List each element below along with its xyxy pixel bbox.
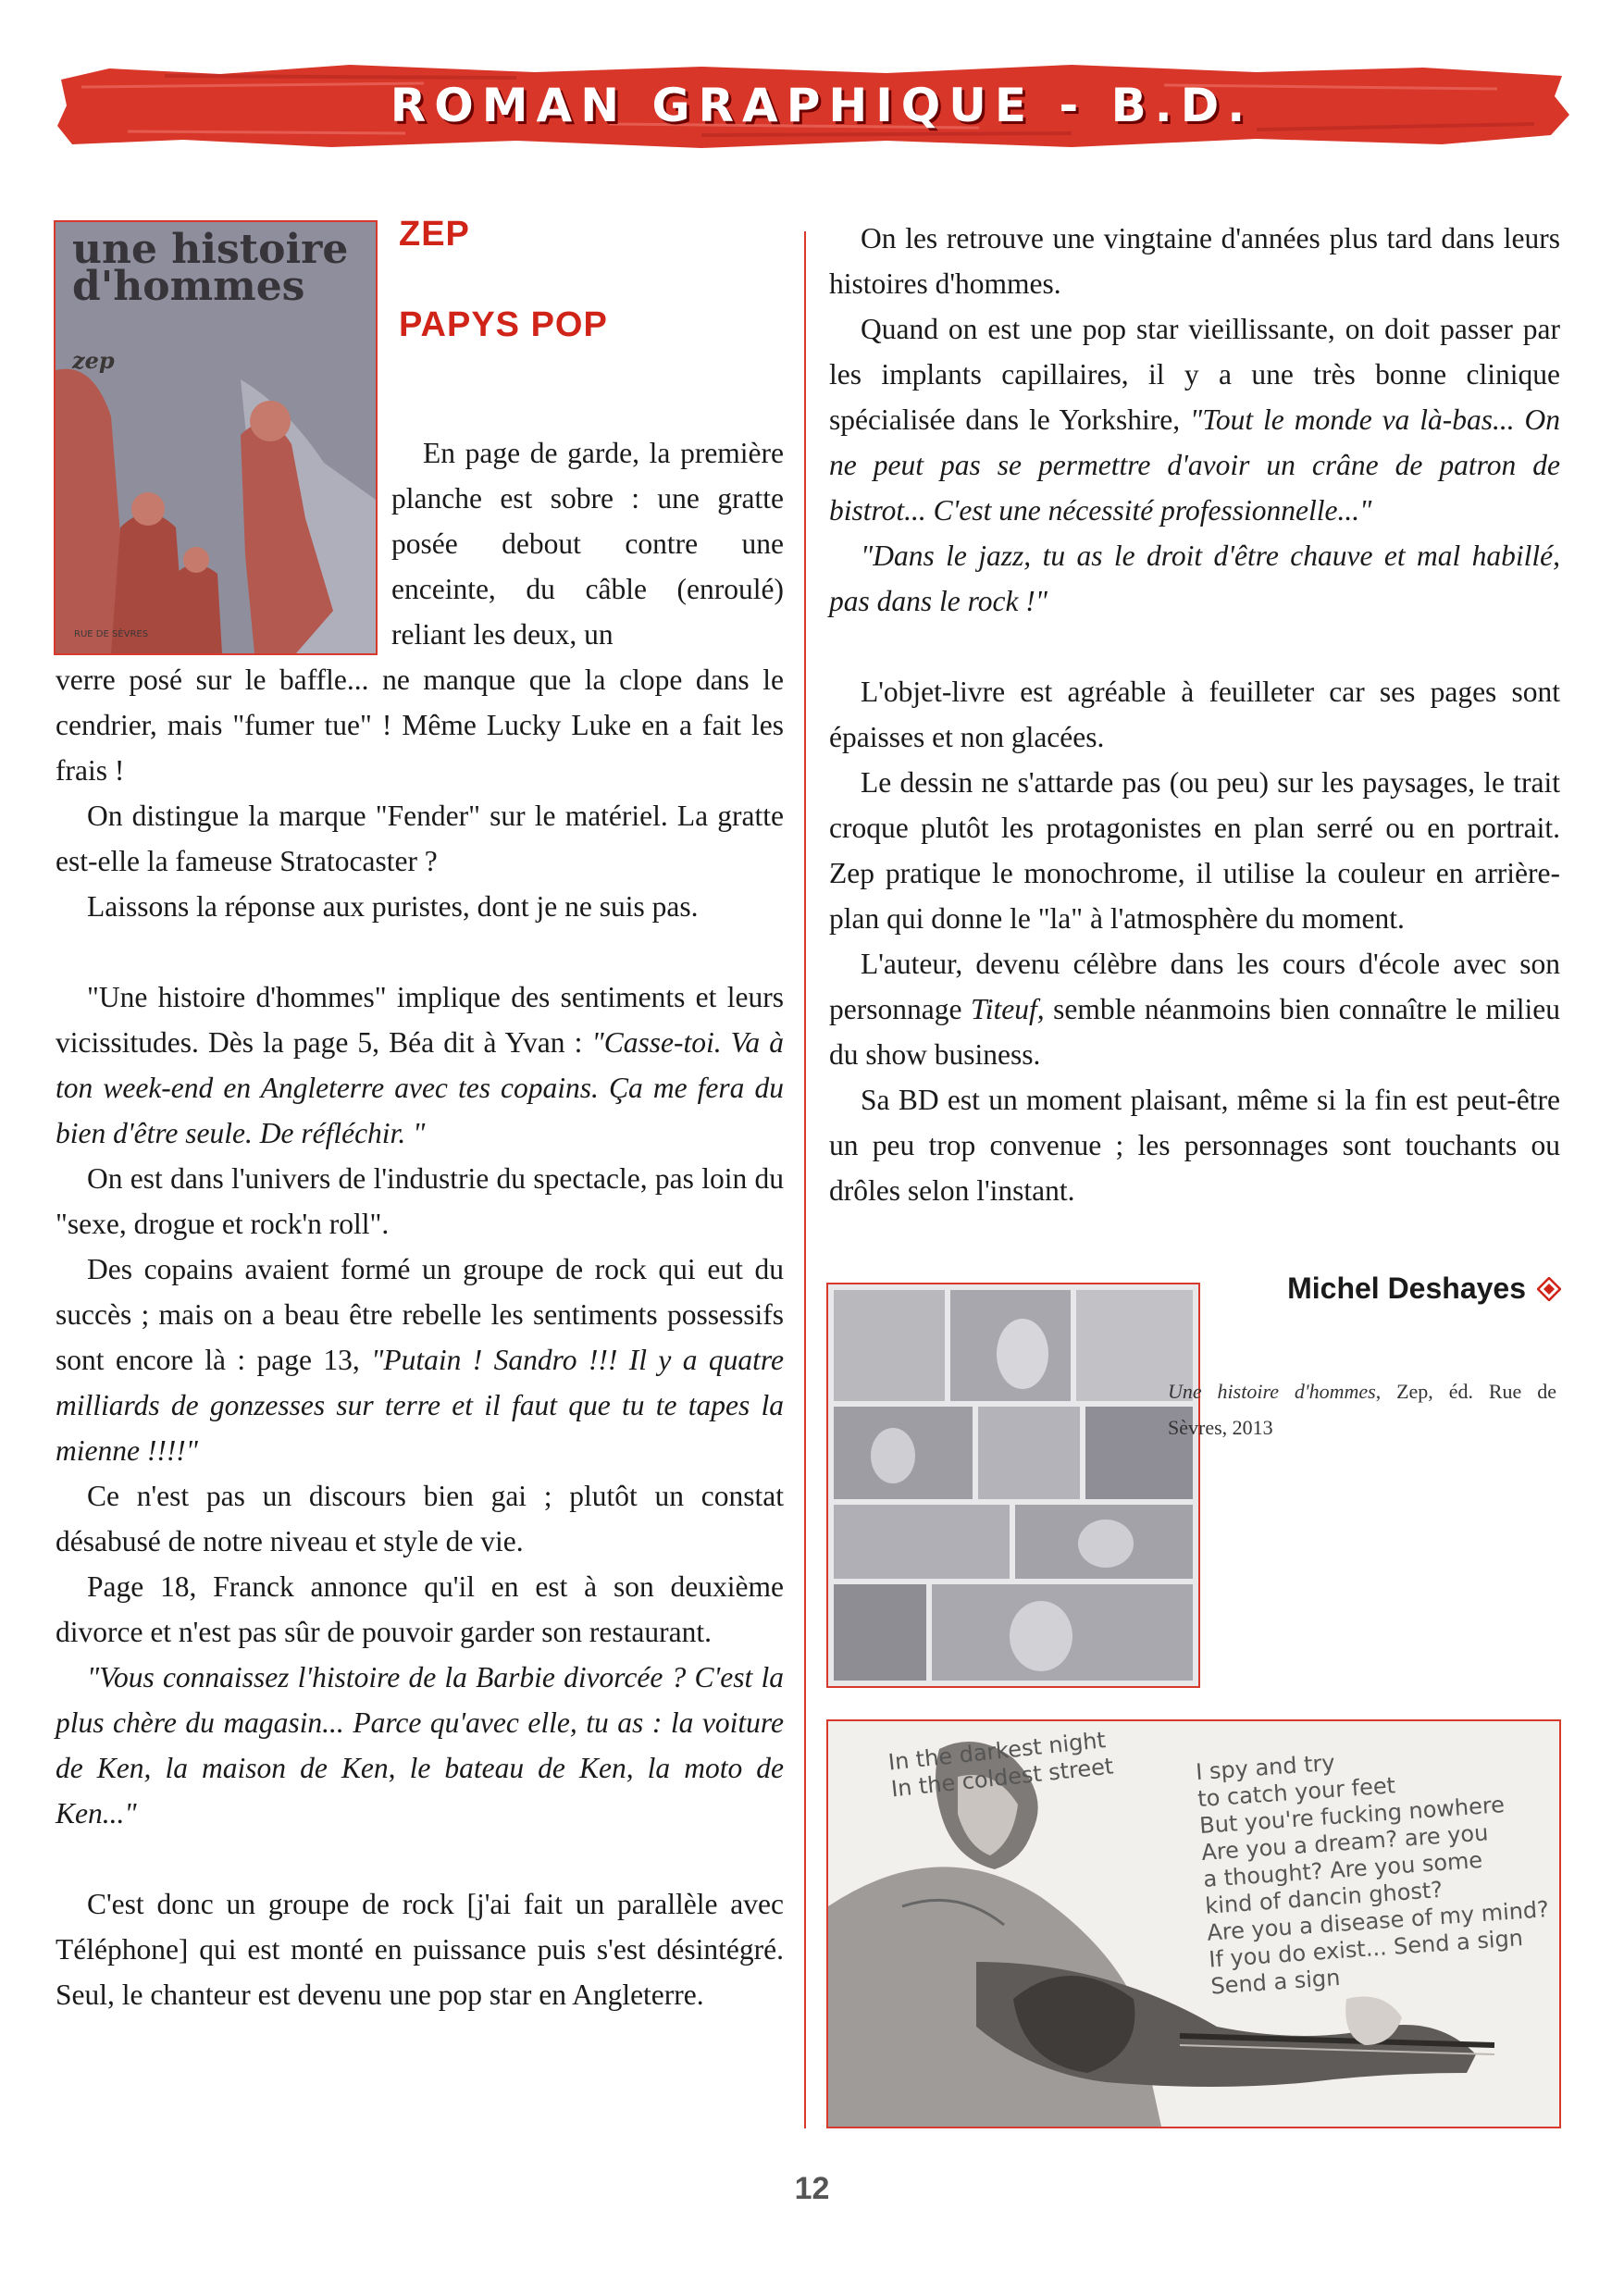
paragraph: Ce n'est pas un discours bien gai ; plutôt un constat désabusé de notre niveau et style de vie.: [56, 1480, 784, 1557]
paragraph: On distingue la marque "Fender" sur le matériel. La gratte est-elle la fameuse Stratocaster ?: [56, 800, 784, 877]
article-left-column: [56, 657, 784, 2017]
paragraph: [56, 1247, 784, 1473]
section-title: ROMAN GRAPHIQUE - B.D.: [390, 79, 1254, 132]
paragraph: L'objet-livre est agréable à feuilleter car ses pages sont épaisses et non glacées.: [829, 676, 1560, 753]
paragraph: [56, 974, 784, 1156]
signature-name: Michel Deshayes: [1287, 1272, 1526, 1305]
paragraph-text: semble néanmoins bien connaître le milieu du show business.: [829, 993, 1561, 1071]
paragraph: Laissons la réponse aux puristes, dont je ne suis pas.: [87, 890, 699, 923]
quote: "Casse-toi. Va à ton week-end en Angleterre avec tes copains. Ça me fera du bien d'être seule. De réfléchir. ": [56, 1026, 785, 1149]
book-cover-image: [54, 220, 378, 655]
intro-paragraph: En page de garde, la première planche est sobre : une gratte posée debout contre une enceinte, du câble (enroulé) reliant les deux, un: [391, 437, 784, 651]
quote: "Vous connaissez l'histoire de la Barbie divorcée ? C'est la plus chère du magasin... Parce qu'avec elle, tu as : la voiture de Ken, la maison de Ken, le bateau de Ken, la moto de Ken...": [56, 1661, 784, 1830]
section-banner: [54, 59, 1571, 152]
paragraph-text: Quand on est une pop star vieillissante, on doit passer par les implants capillaires, il y a une très bonne clinique spécialisée dans le Yorkshire,: [829, 313, 1560, 436]
article-author-heading: ZEP: [399, 215, 470, 254]
column-divider: [804, 231, 806, 2128]
comic-panels-illustration: [828, 1284, 1198, 1686]
cover-publisher: RUE DE SÈVRES: [74, 629, 149, 639]
paragraph: verre posé sur le baffle... ne manque que la clope dans le cendrier, mais "fumer tue" ! Même Lucky Luke en a fait les frais !: [56, 664, 784, 787]
article-right-column: [829, 216, 1560, 1213]
quote: "Dans le jazz, tu as le droit d'être chauve et mal habillé, pas dans le rock !": [829, 540, 1560, 617]
paragraph: Sa BD est un moment plaisant, même si la fin est peut-être un peu trop convenue ; les personnages sont touchants ou drôles selon l'instant.: [829, 1084, 1560, 1207]
character-name: Titeuf,: [970, 993, 1045, 1025]
author-signature: [1287, 1272, 1561, 1306]
paragraph: [56, 1655, 784, 1836]
comic-panel-guitarist: [826, 1719, 1561, 2128]
paragraph: On les retrouve une vingtaine d'années plus tard dans leurs histoires d'hommes.: [829, 222, 1560, 300]
paragraph: Le dessin ne s'attarde pas (ou peu) sur les paysages, le trait croque plutôt les protagonistes en plan serré ou en portrait. Zep pratique le monochrome, il utilise la couleur en arrière-plan qui donne le "la" à l'atmosphère du moment.: [829, 766, 1560, 935]
paragraph: [829, 306, 1560, 533]
speech-text-right: I spy and try to catch your feet But you're fucking nowhere Are you a dream? are you a thought? Are you some kind of dancin ghost? Are you a disease of my mind? If you do exist... Send a sign Send a sign: [1195, 1749, 1550, 2000]
speech-text-left: In the darkest night In the coldest street: [886, 1727, 1115, 1803]
caption-details: , Zep, éd. Rue de Sèvres, 2013: [1168, 1380, 1556, 1439]
paragraph-text: Des copains avaient formé un groupe de rock qui eut du succès ; mais on a beau être rebelle les sentiments possessifs sont encore là : page 13,: [56, 1253, 784, 1376]
book-caption: [1168, 1373, 1556, 1445]
cover-author: zep: [72, 347, 115, 374]
paragraph: [829, 941, 1560, 1077]
paragraph: Page 18, Franck annonce qu'il en est à son deuxième divorce et n'est pas sûr de pouvoir garder son restaurant.: [56, 1570, 784, 1648]
paragraph: [829, 533, 1560, 624]
article-title: PAPYS POP: [399, 305, 608, 344]
cover-title: une histoire d'hommes: [72, 226, 349, 310]
quote: "Tout le monde va là-bas... On ne peut pas se permettre d'avoir un crâne de patron de bistrot... C'est une nécessité professionnelle...": [829, 403, 1560, 527]
quote: "Putain ! Sandro !!! Il y a quatre milliards de gonzesses sur terre et il faut que tu te tapes la mienne !!!!": [56, 1344, 784, 1467]
paragraph-text: L'auteur, devenu célèbre dans les cours d'école avec son personnage: [829, 948, 1560, 1025]
page-number: 12: [794, 2171, 830, 2206]
paragraph-text: "Une histoire d'hommes" implique des sentiments et leurs vicissitudes. Dès la page 5, Béa dit à Yvan :: [56, 981, 784, 1059]
paragraph: C'est donc un groupe de rock [j'ai fait un parallèle avec Téléphone] qui est monté en puissance puis s'est désintégré. Seul, le chanteur est devenu une pop star en Angleterre.: [56, 1888, 784, 2011]
comic-page-image: [826, 1283, 1200, 1688]
caption-book-title: Une histoire d'hommes: [1168, 1380, 1376, 1403]
red-diamond-icon: [1537, 1277, 1561, 1301]
article-intro-column: [391, 430, 784, 657]
paragraph: On est dans l'univers de l'industrie du spectacle, pas loin du "sexe, drogue et rock'n roll".: [56, 1162, 784, 1240]
